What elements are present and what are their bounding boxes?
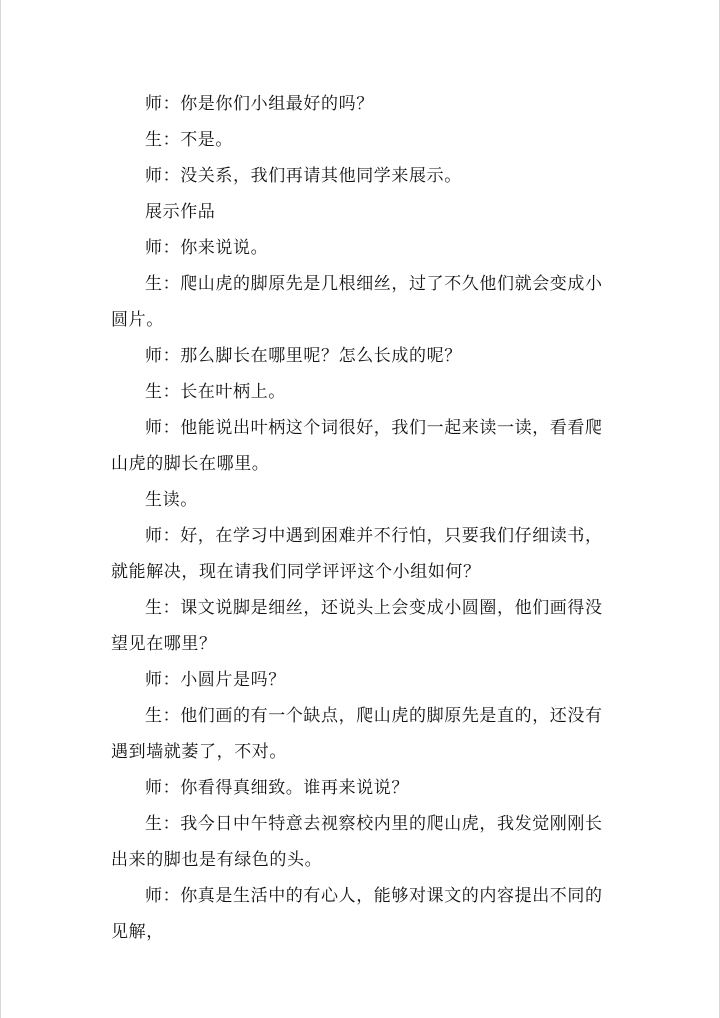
paragraph: 生：课文说脚是细丝，还说头上会变成小圆圈，他们画得没望见在哪里？ bbox=[111, 598, 603, 654]
paragraph: 师：没关系，我们再请其他同学来展示。 bbox=[145, 166, 462, 186]
paragraph: 生：长在叶柄上。 bbox=[145, 382, 286, 402]
paragraph: 师：你是你们小组最好的吗？ bbox=[145, 94, 374, 114]
paragraph: 师：他能说出叶柄这个词很好，我们一起来读一读，看看爬山虎的脚长在哪里。 bbox=[111, 418, 603, 474]
paragraph: 生：爬山虎的脚原先是几根细丝，过了不久他们就会变成小圆片。 bbox=[111, 274, 603, 330]
paragraph: 生：不是。 bbox=[145, 130, 233, 150]
paragraph: 师：好，在学习中遇到困难并不行怕，只要我们仔细读书，就能解决，现在请我们同学评评这个小组如何？ bbox=[111, 526, 603, 582]
paragraph: 师：那么脚长在哪里呢？怎么长成的呢？ bbox=[145, 346, 462, 366]
paragraph: 师：你来说说。 bbox=[145, 238, 269, 258]
paragraph: 生：他们画的有一个缺点，爬山虎的脚原先是直的，还没有遇到墙就萎了，不对。 bbox=[111, 706, 603, 762]
paragraph: 师：小圆片是吗？ bbox=[145, 670, 286, 690]
paragraph: 展示作品 bbox=[145, 202, 216, 222]
paragraph: 师：你真是生活中的有心人，能够对课文的内容提出不同的见解， bbox=[111, 886, 603, 942]
paragraph: 师：你看得真细致。谁再来说说？ bbox=[145, 778, 409, 798]
paragraph: 生读。 bbox=[145, 490, 198, 510]
document-body bbox=[111, 86, 617, 950]
paragraph: 生：我今日中午特意去视察校内里的爬山虎，我发觉刚刚长出来的脚也是有绿色的头。 bbox=[111, 814, 603, 870]
